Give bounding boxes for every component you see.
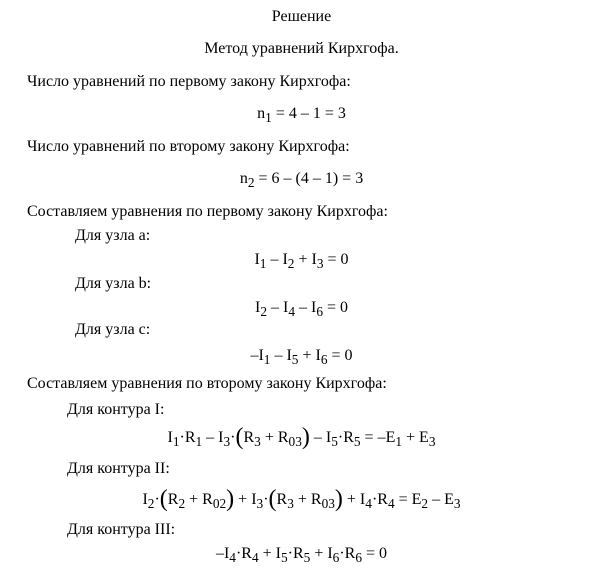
n2-equation: $n_2 = 6 - (4 - 1) = 3$ (239, 170, 364, 191)
node-c-equation: $-I_1 - I_5 + I_6 = 0$ (250, 347, 353, 368)
contour-2-label: Для контура II: (67, 460, 170, 477)
node-c-label: Для узла c: (75, 321, 151, 338)
node-a-label: Для узла a: (75, 227, 151, 244)
heading: Решение (271, 8, 332, 25)
first-law-intro: Составляем уравнения по первому закону Кирхгофа: (27, 203, 388, 220)
node-a-equation: $I_1 - I_2 + I_3 = 0$ (254, 251, 349, 272)
node-b-equation: $I_2 - I_4 - I_6 = 0$ (254, 299, 349, 320)
contour-1-equation: $I_1\cdot R_1 - I_3\cdot(R_3 + R_{03}) - I_5\cdot R_5 = -E_1 + E_3$ (167, 424, 436, 450)
node-b-label: Для узла b: (75, 275, 152, 292)
n1-label: Число уравнений по первому закону Кирхгофа: (27, 73, 351, 90)
contour-3-equation: $-I_4\cdot R_4 + I_5\cdot R_5 + I_6\cdot R_6 = 0$ (215, 545, 388, 566)
n2-label: Число уравнений по второму закону Кирхгофа: (27, 138, 350, 155)
contour-1-label: Для контура I: (67, 401, 165, 418)
second-law-intro: Составляем уравнения по второму закону Кирхгофа: (27, 375, 387, 392)
subheading: Метод уравнений Кирхгофа. (204, 40, 399, 57)
contour-3-label: Для контура III: (67, 521, 176, 538)
n1-equation: $n_1 = 4 - 1 = 3$ (257, 105, 346, 126)
contour-2-equation: $I_2\cdot(R_2 + R_{02}) + I_3\cdot(R_3 + R_{03}) + I_4\cdot R_4 = E_2 - E_3$ (142, 486, 461, 512)
